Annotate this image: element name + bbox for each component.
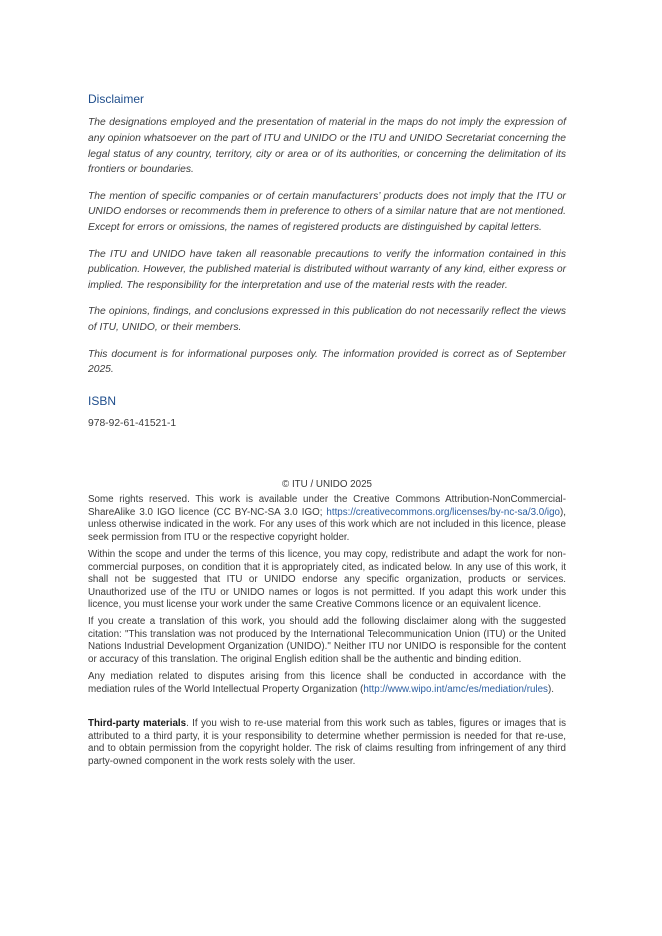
third-party-paragraph xyxy=(88,718,566,768)
isbn-value: 978-92-61-41521-1 xyxy=(88,418,177,430)
license-text: Any mediation related to disputes arising from this licence shall be conducted in accordance with the mediation rules of the World Intellectual Property Organization ( xyxy=(88,671,566,695)
disclaimer-paragraph: The ITU and UNIDO have taken all reasonable precautions to verify the information contained in this publication. However, the published material is distributed without warranty of any kind, either express or implied. The responsibility for the interpretation and use of the material rests with the reader. xyxy=(88,248,566,292)
disclaimer-paragraph: This document is for informational purposes only. The information provided is correct as of September 2025. xyxy=(88,348,566,376)
license-paragraph: Within the scope and under the terms of this licence, you may copy, redistribute and adapt the work for non-commercial purposes, on condition that it is appropriately cited, as indicated below. In any use of this work, it shall not be suggested that ITU or UNIDO endorse any specific organization, products or services. Unauthorized use of the ITU or UNIDO names or logos is not permitted. If you adapt this work under this licence, you must license your work under the same Creative Commons licence or an equivalent licence. xyxy=(88,548,566,611)
license-paragraph xyxy=(88,671,566,696)
wipo-mediation-link[interactable]: http://www.wipo.int/amc/es/mediation/rules xyxy=(363,683,548,695)
disclaimer-section xyxy=(88,92,566,378)
copyright-line: © ITU / UNIDO 2025 xyxy=(282,479,372,491)
disclaimer-heading: Disclaimer xyxy=(88,92,145,106)
isbn-section xyxy=(88,394,566,431)
content xyxy=(88,92,566,769)
isbn-heading: ISBN xyxy=(88,394,117,409)
disclaimer-paragraph: The mention of specific companies or of certain manufacturers’ products does not imply that the ITU or UNIDO endorses or recommends them in preference to others of a similar nature that are not mentioned. Except for errors or omissions, the names of registered products are distinguished by capital letters. xyxy=(88,190,566,234)
disclaimer-paragraph: The designations employed and the presentation of material in the maps do not imply the expression of any opinion whatsoever on the part of ITU and UNIDO or the ITU and UNIDO Secretariat concerning the legal status of any country, territory, city or area or of its authorities, or concerning the delimitation of its frontiers or boundaries. xyxy=(88,117,566,176)
license-section xyxy=(88,494,566,696)
third-party-label: Third-party materials xyxy=(88,718,187,730)
license-text: Some rights reserved. This work is available under the Creative Commons Attribution-NonCommercial-ShareAlike 3.0 IGO licence (CC BY-NC-SA 3.0 IGO; xyxy=(88,494,566,518)
creative-commons-link[interactable]: https://creativecommons.org/licenses/by-nc-sa/3.0/igo xyxy=(326,506,561,518)
license-paragraph: If you create a translation of this work, you should add the following disclaimer along with the suggested citation: "This translation was not produced by the International Telecommunication Union (ITU) or the United Nations Industrial Development Organization (UNIDO)." Neither ITU nor UNIDO is responsible for the content or accuracy of this translation. The original English edition shall be the authentic and binding edition. xyxy=(88,616,566,666)
license-text: ). xyxy=(547,683,554,695)
license-text: ), unless otherwise indicated in the work. For any uses of this work which are not included in this licence, please seek permission from ITU or the respective copyright holder. xyxy=(88,506,566,543)
third-party-text: . If you wish to re-use material from this work such as tables, figures or images that is attributed to a third party, it is your responsibility to determine whether permission is needed for that re-use, and to obtain permission from the copyright holder. The risk of claims resulting from infringement of any third party-owned component in the work rests solely with the user. xyxy=(88,718,566,768)
disclaimer-paragraph: The opinions, findings, and conclusions expressed in this publication do not necessarily reflect the views of ITU, UNIDO, or their members. xyxy=(88,306,566,334)
license-paragraph xyxy=(88,494,566,544)
